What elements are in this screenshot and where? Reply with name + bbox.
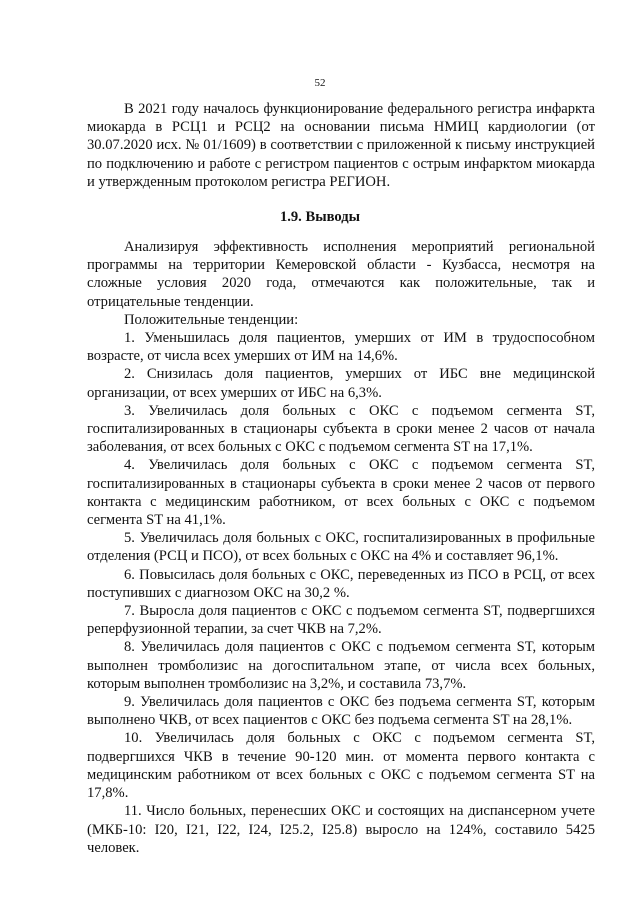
analysis-paragraph: Анализируя эффективность исполнения мероприятий региональной программы на территории Кемеровской области - Кузбасса, несмотря на сложные условия 2020 года, отмечаются как положительные, так и отрицательные тенденции. bbox=[87, 239, 595, 310]
intro-paragraph: В 2021 году началось функционирование федерального регистра инфаркта миокарда в РСЦ1 и РСЦ2 на основании письма НМИЦ кардиологии (от 30.07.2020 исх. № 01/1609) в соответствии с приложенной к письму инструкцией по подключению и работе с регистром пациентов с острым инфарктом миокарда и утвержденным протоколом регистра РЕГИОН. bbox=[87, 101, 595, 190]
conclusions-body bbox=[87, 238, 595, 857]
section-heading: 1.9. Выводы bbox=[279, 209, 361, 225]
list-item: 8. Увеличилась доля пациентов с ОКС с подъемом сегмента ST, которым выполнен тромболизис на догоспитальном этапе, от числа всех больных, которым выполнен тромболизис на 3,2%, и составила 73,7%. bbox=[87, 639, 595, 692]
list-item: 9. Увеличилась доля пациентов с ОКС без подъема сегмента ST, которым выполнено ЧКВ, от всех пациентов с ОКС без подъема сегмента ST на 28,1%. bbox=[87, 694, 595, 729]
list-item: 10. Увеличилась доля больных с ОКС с подъемом сегмента ST, подвергшихся ЧКВ в течение 90-120 мин. от момента первого контакта с медицинским работником от всех больных с ОКС с подъемом сегмента ST на 17,8%. bbox=[87, 730, 595, 802]
list-item: 2. Снизилась доля пациентов, умерших от ИБС вне медицинской организации, от всех умерших от ИБС на 6,3%. bbox=[87, 366, 595, 401]
list-item: 1. Уменьшилась доля пациентов, умерших от ИМ в трудоспособном возрасте, от числа всех умерших от ИМ на 14,6%. bbox=[87, 330, 595, 365]
page-number: 52 bbox=[314, 77, 326, 89]
list-item: 3. Увеличилась доля больных с ОКС с подъемом сегмента ST, госпитализированных в стационары субъекта в сроки менее 2 часов от начала заболевания, от всех больных с ОКС с подъемом сегмента ST на 17,1%. bbox=[87, 402, 595, 456]
positive-trends-title: Положительные тенденции: bbox=[124, 311, 299, 328]
list-item: 7. Выросла доля пациентов с ОКС с подъемом сегмента ST, подвергшихся реперфузионной терапии, за счет ЧКВ на 7,2%. bbox=[87, 603, 595, 638]
list-item: 5. Увеличилась доля больных с ОКС, госпитализированных в профильные отделения (РСЦ и ПСО), от всех больных с ОКС на 4% и составляет 96,1%. bbox=[87, 530, 595, 565]
list-item: 6. Повысилась доля больных с ОКС, переведенных из ПСО в РСЦ, от всех поступивших с диагнозом ОКС на 30,2 %. bbox=[87, 566, 595, 601]
list-item: 11. Число больных, перенесших ОКС и состоящих на диспансерном учете (МКБ-10: I20, I21, I22, I24, I25.2, I25.8) выросло на 124%, составило 5425 человек. bbox=[87, 803, 595, 856]
list-item: 4. Увеличилась доля больных с ОКС с подъемом сегмента ST, госпитализированных в стационары субъекта в сроки менее 2 часов от первого контакта с медицинским работником, от всех больных с ОКС с подъемом сегмента ST на 41,1%. bbox=[87, 457, 595, 529]
